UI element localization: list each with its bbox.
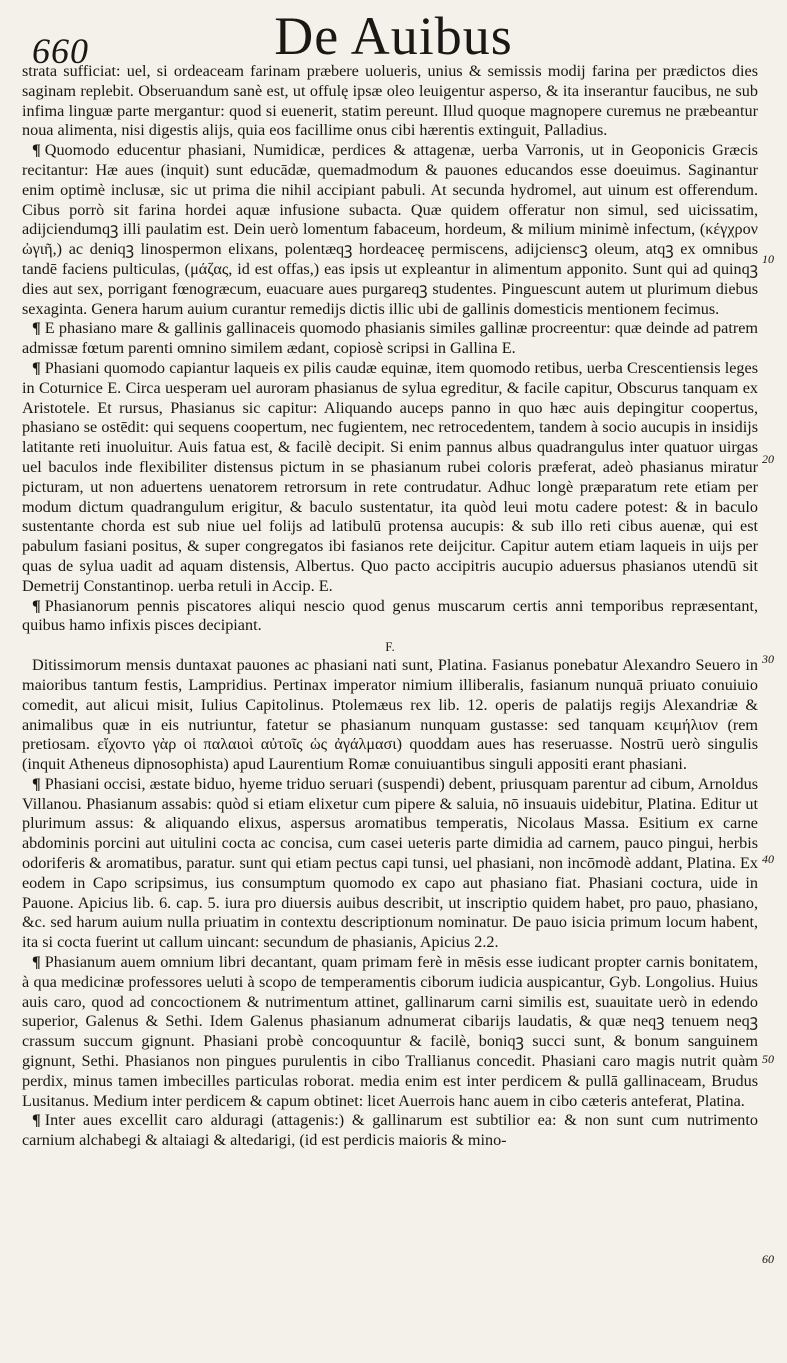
paragraph-9 xyxy=(22,1111,758,1151)
margin-number: 30 xyxy=(762,652,774,666)
pilcrow-icon: ¶ xyxy=(32,358,41,377)
paragraph-text: Phasiani quomodo capiantur laqueis ex pilis caudæ equinæ, item quomodo retibus, uerba Crescentiensis leges in Coturnice E. Circa uesperam uel auroram phasianus de sylua egreditur, & facile capitur, Obscurus tanquam ex Aristotele. Et rursus, Phasianus sic capitur: Aliquando auceps panno in quo hæc auis depingitur coopertus, phasiano se ostēdit: qui sequens coopertum, nec fugientem, nec retrocedentem, tandem à socio aucupis in insidijs latitante reti inuoluitur. Auis fatua est, & facilè decipit. Si enim pannus albus quadrangulus inter quatuor uirgas uel baculos inde flexibiliter distensus pictum in se phasianum rubei coloris præferat, adeò phasianus miratur picturam, ut non aduertens uenatorem retrorsum in rete contrudatur. Adhuc longè præparatum rete etiam per modum dictum quadrangulum erigitur, & baculo sustentatur, ita quòd leui motu cadere potest: & in baculo sustentante chorda est sub niue uel folijs ad latibulū protensa aucupis: & sub illo reti cibus auenæ, qui est pabulum fasiani positus, & super congregatos ibi fasianos rete deijcitur. Capitur autem etiam laqueis in uijs per quas de sylua uadit ad aquam distensis, Albertus. Quo pacto accipitris aucupio aduersus phasianos utendū sit Demetrij Constantinop. uerba retuli in Accip. E. xyxy=(22,358,758,595)
page-header xyxy=(0,6,787,70)
paragraph-text: Quomodo educentur phasiani, Numidicæ, perdices & attagenæ, uerba Varronis, ut in Geoponicis Græcis recitantur: Hæ aues (inquit) sunt educādæ, quemadmodum & pauones educandos esse doeuimus. Saginantur enim optimè inclusæ, sic ut prima die nihil accipiant pabuli. At secunda hydromel, aut uinum est offerendum. Cibus porrò sit farina hordei aquæ infusione subacta. Quæ quidem offeratur non simul, sed uicissatim, adijciendumqꝫ illi paulatim est. Dein uerò lomentum fabaceum, hordeum, & milium minimè infectum, (κέγχρον ὠγιῆ,) ac deniqꝫ linospermon elixans, polentæqꝫ hordeaceę permiscens, adijcienscꝫ oleum, atqꝫ ex omnibus tandē faciens pulticulas, (μάζας, id est offas,) eas ipsis ut expleantur in alimentum apponito. Sunt qui ad quinqꝫ dies aut sex, porrigant fœnogræcum, euacuare aues purgareqꝫ studentes. Pinguescunt autem ut plurimum diebus sexaginta. Genera harum auium curantur remedijs dictis illic ubi de gallinis domesticis mentionem fecimus. xyxy=(22,141,758,318)
margin-number: 20 xyxy=(762,452,774,466)
pilcrow-icon: ¶ xyxy=(32,319,41,338)
margin-number: 50 xyxy=(762,1052,774,1066)
margin-number: 40 xyxy=(762,852,774,866)
section-heading-f xyxy=(22,638,758,655)
paragraph-5 xyxy=(22,597,758,637)
paragraph-text: Ditissimorum mensis duntaxat pauones ac phasiani nati sunt, Platina. Fasianus ponebatur Alexandro Seuero in maioribus tantum festis, Lampridius. Pertinax imperator nimium illiberalis, fasianum nunquā priuato conuiuio comedit, aut alicui misit, Iulius Capitolinus. Ptolemæus rex lib. 12. operis de palatijs regijs Alexandriæ & animalibus quæ in eis nutriuntur, fatetur se phasianum nunquam gustasse: sed tanquam κειμήλιον (rem pretiosam. εἴχοντο γὰρ οἱ παλαιοὶ αὐτοῖς ὡς ἀγάλμασι) quoddam aues has reseruasse. Nostrū uerò singulis (inquit Atheneus dipnosophista) apud Laurentium Romæ conuiuantibus singuli appositi erant phasiani. xyxy=(22,656,758,774)
pilcrow-icon: ¶ xyxy=(32,774,41,793)
pilcrow-icon: ¶ xyxy=(32,596,41,615)
paragraph-4 xyxy=(22,359,758,597)
margin-number: 10 xyxy=(762,252,774,266)
paragraph-text: Phasianorum pennis piscatores aliqui nescio quod genus muscarum certis anni temporibus repræsentant, quibus hamo infixis pisces decipiant. xyxy=(22,596,758,635)
paragraph-6 xyxy=(22,656,758,775)
section-letter: F. xyxy=(385,639,395,655)
paragraph-text: Phasiani occisi, æstate biduo, hyeme triduo seruari (suspendi) debent, priusquam parentur ad cibum, Arnoldus Villanou. Phasianum assabis: quòd si etiam elixetur cum pipere & saluia, nō insuauis uidebitur, Platina. Editur ut plurimum assus: & aliquando elixus, aspersus aromatibus temperatis, Nicolaus Massa. Esitium ex carne abdominis porcini aut uitulini cocta ac concisa, cum casei ueteris parte dimidia ad carnem, pauco pingui, herbis odoriferis & aromatibus, paratur. sunt qui etiam pectus capi tunsi, uel phasiani, non incōmodè addant, Platina. Ex eodem in Capo scripsimus, ius consumptum quomodo ex capo aut phasiano fiat. Phasiani coctura, uide in Pauone. Apicius lib. 6. cap. 5. iura pro diuersis auibus describit, ut inscriptio quidem habet, pro pauo, phasiano, &c. sed harum auium nulla priuatim in contextu descriptionum nominatur. De pauo isicia primum locum habent, ita si cocta fuerint ut callum uincant: secundum de phasianis, Apicius 2.2. xyxy=(22,774,758,952)
pilcrow-icon: ¶ xyxy=(32,1111,41,1130)
paragraph-text: Phasianum auem omnium libri decantant, quam primam ferè in mēsis esse iudicant propter carnis bonitatem, à qua medicinæ professores ueluti à scopo de temperamentis ciborum iudicia auspicantur, Gyb. Longolius. Huius auis caro, quod ad concoctionem & nutrimentum attinet, gallinarum carni similis est, suauitate uerò in edendo superior, Galenus & Sethi. Idem Galenus phasianum adnumerat cibarijs laudatis, & quæ neqꝫ tenuem neqꝫ crassum succum gignunt. Phasiani probè concoquuntur & facilè, boniqꝫ succi sunt, & bonum sanguinem gignunt, Sethi. Phasianos non pingues purulentis in cibo Trallianus concedit. Phasiani caro magis nutrit quàm perdix, minus tamen imbecilles particulas roborat. media enim est inter perdicem & pullā gallinaceam, Brudus Lusitanus. Medium inter perdicem & capum obtinet: licet Auerrois hanc auem in cibo cæteris anteferat, Platina. xyxy=(22,953,758,1110)
margin-line-numbers xyxy=(762,0,787,1363)
paragraph-text: E phasiano mare & gallinis gallinaceis quomodo phasianis similes gallinæ procreentur: quæ deinde ad patrem admissæ fœtum parenti omnino similem ædant, copiosè scripsi in Gallina E. xyxy=(22,319,758,358)
paragraph-text: Inter aues excellit caro alduragi (attagenis:) & gallinarum est subtilior ea: & non sunt cum nutrimento carnium alchabegi & altaiagi & altedarigi, (id est perdicis maioris & mino- xyxy=(22,1111,758,1150)
paragraph-1 xyxy=(22,62,758,141)
body-text xyxy=(22,62,758,1151)
paragraph-text: strata sufficiat: uel, si ordeaceam farinam præbere uolueris, unius & semissis modij farina per prædictos dies saginam replebit. Obseruandum sanè est, ut offulę ipsæ oleo leuigentur asperso, & ita inserantur faucibus, ne sub infima linguæ parte mergantur: quod si euenerit, statim pereunt. Illud quoque magnopere curemus ne præbeantur noua alimenta, nisi digestis alijs, quia eos facillime onus cibi hærentis extinguit, Palladius. xyxy=(22,62,758,140)
running-title: De Auibus xyxy=(274,6,513,66)
paragraph-7 xyxy=(22,775,758,953)
paragraph-3 xyxy=(22,319,758,359)
page-number: 660 xyxy=(32,31,89,71)
pilcrow-icon: ¶ xyxy=(32,141,41,160)
margin-number: 60 xyxy=(762,1252,774,1266)
paragraph-2 xyxy=(22,141,758,319)
pilcrow-icon: ¶ xyxy=(32,953,41,972)
paragraph-8 xyxy=(22,953,758,1111)
